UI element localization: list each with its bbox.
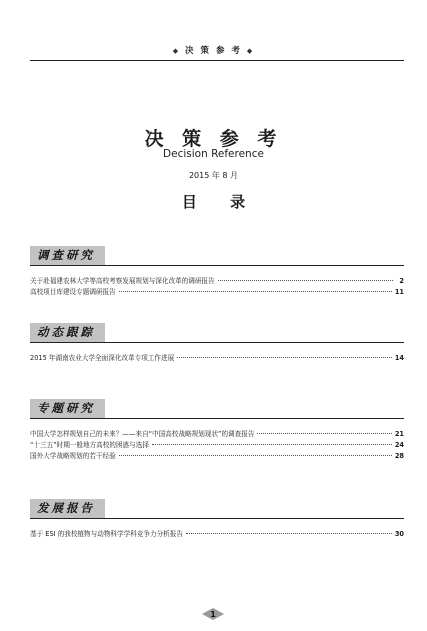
toc-section-survey — [30, 244, 404, 298]
dot-leader — [257, 433, 391, 434]
toc-entry[interactable] — [30, 353, 404, 364]
issue-date: 2015 年 8 月 — [188, 171, 239, 180]
diamond-badge-icon — [202, 608, 224, 620]
section-heading: 调查研究 — [30, 246, 105, 265]
toc-entry[interactable] — [30, 287, 404, 298]
toc-entry-page: 30 — [394, 530, 404, 538]
diamond-left-icon: ◆ — [172, 47, 181, 55]
toc-section-research — [30, 397, 404, 462]
section-rule — [30, 342, 404, 343]
running-header-text: 决 策 参 考 — [185, 46, 242, 56]
section-rule — [30, 418, 404, 419]
section-rule — [30, 518, 404, 519]
toc-entry-title: 中国大学怎样规划自己的未来？——来自“中国高校战略规划现状”的调查报告 — [30, 430, 255, 438]
header-rule — [30, 60, 404, 61]
dot-leader — [177, 357, 392, 358]
section-entries — [30, 429, 404, 462]
toc-section-tracking — [30, 321, 404, 364]
toc-entry[interactable] — [30, 529, 404, 540]
publication-title-english: Decision Reference — [163, 148, 264, 160]
toc-entry-page: 28 — [394, 452, 404, 460]
toc-entry-title: “十三五”时期一般地方高校的困惑与选择 — [30, 441, 149, 449]
section-entries — [30, 529, 404, 540]
section-heading: 专题研究 — [30, 399, 105, 418]
section-entries — [30, 276, 404, 298]
toc-entry-page: 2 — [399, 277, 404, 285]
toc-entry-page: 11 — [394, 288, 404, 296]
diamond-right-icon: ◆ — [246, 47, 255, 55]
section-heading: 动态跟踪 — [30, 323, 105, 342]
toc-entry-page: 24 — [394, 441, 404, 449]
running-header — [0, 44, 427, 56]
toc-entry-page: 21 — [394, 430, 404, 438]
dot-leader — [186, 533, 392, 534]
toc-entry-page: 14 — [394, 354, 404, 362]
toc-entry[interactable] — [30, 451, 404, 462]
toc-title: 目 录 — [181, 193, 260, 211]
dot-leader — [119, 455, 392, 456]
toc-entry-title: 基于 ESI 的我校植物与动物科学学科竞争力分析报告 — [30, 530, 183, 538]
dot-leader — [119, 291, 392, 292]
dot-leader — [218, 280, 393, 281]
toc-section-development — [30, 497, 404, 540]
toc-entry[interactable] — [30, 440, 404, 451]
toc-entry-title: 高校项目库建设专题调研报告 — [30, 288, 116, 296]
page-number-badge — [202, 605, 224, 617]
section-entries — [30, 353, 404, 364]
toc-entry-title: 国外大学战略规划的若干经验 — [30, 452, 116, 460]
toc-entry[interactable] — [30, 429, 404, 440]
page-number: 1 — [210, 610, 216, 619]
dot-leader — [152, 444, 392, 445]
toc-entry[interactable] — [30, 276, 404, 287]
toc-entry-title: 2015 年湖南农业大学全面深化改革专项工作进展 — [30, 354, 175, 362]
section-heading: 发展报告 — [30, 499, 105, 518]
toc-entry-title: 关于赴福建农林大学等高校考察发展规划与深化改革的调研报告 — [30, 277, 215, 285]
publication-title: 决 策 参 考 — [144, 128, 283, 150]
section-rule — [30, 265, 404, 266]
